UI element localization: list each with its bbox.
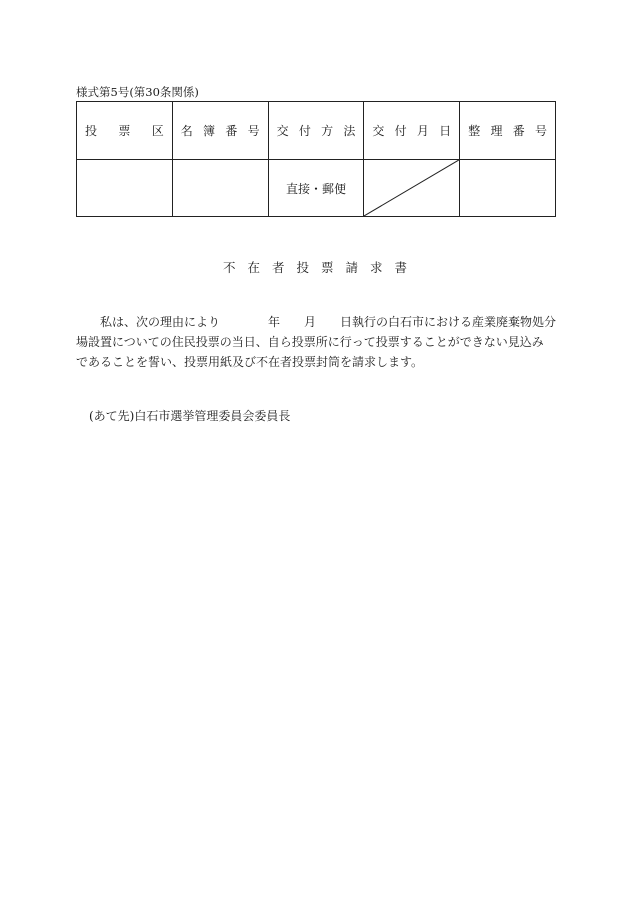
- column-header-register-number: 名簿番号: [172, 102, 268, 160]
- form-number-label: 様式第5号(第30条関係): [76, 85, 199, 99]
- column-header-voting-district: 投票区: [77, 102, 173, 160]
- cell-register-number[interactable]: [172, 160, 268, 217]
- column-header-reference-number: 整理番号: [460, 102, 556, 160]
- reception-table: [76, 101, 556, 217]
- request-statement: [76, 312, 556, 372]
- table-header-row: [77, 102, 556, 160]
- statement-line-2: 場設置についての住民投票の当日、自ら投票所に行って投票することができない見込み: [76, 335, 544, 349]
- cell-voting-district[interactable]: [77, 160, 173, 217]
- statement-line-1: 私は、次の理由により 年 月 日執行の白石市における産業廃棄物処分: [100, 315, 557, 329]
- column-header-delivery-date: 交付月日: [364, 102, 460, 160]
- cell-reference-number[interactable]: [460, 160, 556, 217]
- cell-delivery-date[interactable]: [364, 160, 460, 217]
- cell-delivery-method[interactable]: 直接・郵便: [268, 160, 364, 217]
- table-value-row: [77, 160, 556, 217]
- diagonal-line: [364, 160, 459, 216]
- addressee-line: (あて先)白石市選挙管理委員会委員長: [89, 409, 291, 423]
- document-title: 不在者投票請求書: [222, 260, 419, 275]
- statement-line-3: であることを誓い、投票用紙及び不在者投票封筒を請求します。: [76, 355, 424, 369]
- column-header-delivery-method: 交付方法: [268, 102, 364, 160]
